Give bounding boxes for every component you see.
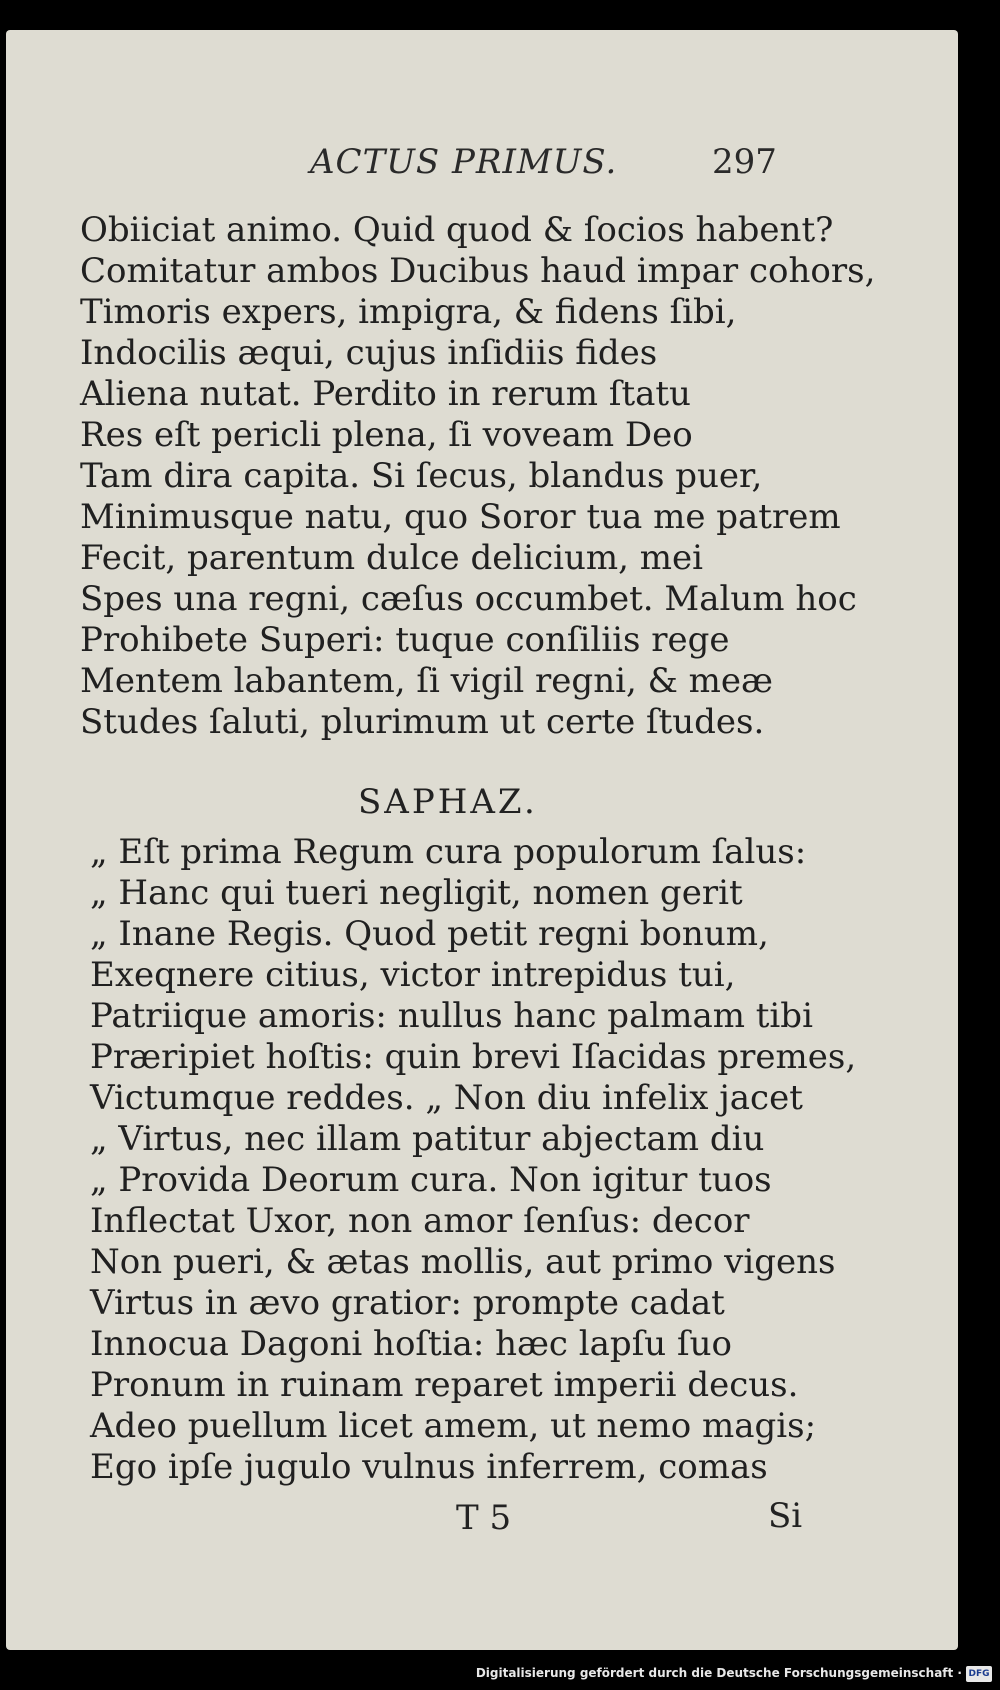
verse-line: Aliena nutat. Perdito in rerum ſtatu — [80, 374, 691, 414]
verse-line: Res eſt pericli plena, ſi voveam Deo — [80, 415, 693, 455]
speaker-heading: SAPHAZ. — [358, 782, 538, 822]
catchword: Si — [768, 1496, 803, 1536]
verse-line: Non pueri, & ætas mollis, aut primo vigens — [90, 1242, 836, 1282]
verse-line: Tam dira capita. Si ſecus, blandus puer, — [80, 456, 763, 496]
verse-line: Minimusque natu, quo Soror tua me patrem — [80, 497, 841, 537]
book-page — [6, 30, 958, 1650]
verse-line: Inflectat Uxor, non amor ſenſus: decor — [90, 1201, 750, 1241]
verse-line: Studes ſaluti, plurimum ut certe ſtudes. — [80, 702, 765, 742]
verse-line: Prohibete Superi: tuque conſiliis rege — [80, 620, 730, 660]
verse-line: Comitatur ambos Ducibus haud impar cohors, — [80, 251, 876, 291]
verse-line: Obiiciat animo. Quid quod & ſocios habent? — [80, 210, 834, 250]
credit-bar — [0, 1660, 1000, 1690]
verse-line: „ Virtus, nec illam patitur abjectam diu — [90, 1119, 765, 1159]
verse-line: „ Hanc qui tueri negligit, nomen gerit — [90, 873, 743, 913]
verse-line: Spes una regni, cæſus occumbet. Malum hoc — [80, 579, 857, 619]
verse-line: Præripiet hoſtis: quin brevi Iſacidas premes, — [90, 1037, 857, 1077]
page-number: 297 — [712, 142, 777, 182]
verse-line: Indocilis æqui, cujus inſidiis fides — [80, 333, 658, 373]
verse-line: Virtus in ævo gratior: prompte cadat — [90, 1283, 725, 1323]
verse-line: „ Inane Regis. Quod petit regni bonum, — [90, 914, 769, 954]
signature-mark: T 5 — [456, 1498, 512, 1538]
verse-line: „ Provida Deorum cura. Non igitur tuos — [90, 1160, 772, 1200]
verse-line: Mentem labantem, ſi vigil regni, & meæ — [80, 661, 773, 701]
verse-line: Adeo puellum licet amem, ut nemo magis; — [90, 1406, 817, 1446]
verse-line: Fecit, parentum dulce delicium, mei — [80, 538, 704, 578]
running-head: ACTUS PRIMUS. — [310, 142, 618, 182]
verse-block-2 — [90, 832, 910, 1488]
page-header — [6, 142, 958, 182]
verse-line: „ Eſt prima Regum cura populorum ſalus: — [90, 832, 807, 872]
verse-line: Innocua Dagoni hoſtia: hæc lapſu ſuo — [90, 1324, 732, 1364]
verse-line: Patriique amoris: nullus hanc palmam tibi — [90, 996, 813, 1036]
verse-block-1 — [80, 210, 900, 743]
dfg-logo-icon: DFG — [966, 1666, 992, 1682]
verse-line: Pronum in ruinam reparet imperii decus. — [90, 1365, 799, 1405]
verse-line: Timoris expers, impigra, & fidens ſibi, — [80, 292, 737, 332]
verse-line: Victumque reddes. „ Non diu infelix jacet — [90, 1078, 803, 1118]
funding-credit: Digitalisierung gefördert durch die Deutsche Forschungsgemeinschaft · — [475, 1666, 962, 1680]
verse-line: Exeqnere citius, victor intrepidus tui, — [90, 955, 736, 995]
verse-line: Ego ipſe jugulo vulnus inferrem, comas — [90, 1447, 768, 1487]
